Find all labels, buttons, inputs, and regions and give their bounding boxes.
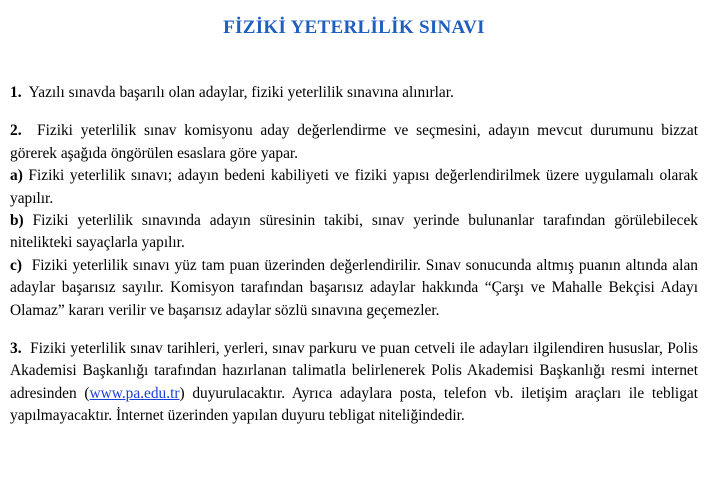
document-title: FİZİKİ YETERLİLİK SINAVI <box>223 17 485 38</box>
subitem-a-text: Fiziki yeterlilik sınavı; adayın bedeni kabiliyeti ve fiziki yapısı değerlendirilmek üzere uygulamalı olarak yapılır. <box>10 167 698 207</box>
item-3 <box>10 338 698 428</box>
item-2-subitem-b <box>10 210 698 255</box>
item-1-number: 1. <box>10 84 22 101</box>
document-page <box>10 0 698 428</box>
item-2-text: Fiziki yeterlilik sınav komisyonu aday değerlendirme ve seçmesini, adayın mevcut durumunu bizzat görerek aşağıda öngörülen esaslara göre yapar. <box>10 122 698 162</box>
item-1-text: Yazılı sınavda başarılı olan adaylar, fiziki yeterlilik sınavına alınırlar. <box>28 84 454 101</box>
item-2-subitem-c <box>10 255 698 322</box>
item-2 <box>10 120 698 322</box>
subitem-c-text: Fiziki yeterlilik sınavı yüz tam puan üzerinden değerlendirilir. Sınav sonucunda altmış puanın altında alan adaylar başarısız sayılır. Komisyon tarafından başarısız adaylar hakkında “Çarşı ve Mahalle Bekçisi Adayı Olamaz” kararı verilir ve başarısız adaylar sözlü sınavına geçemezler. <box>10 256 698 319</box>
subitem-b-letter: b) <box>10 212 24 230</box>
subitem-c-letter: c) <box>10 256 22 274</box>
item-1 <box>10 82 698 104</box>
item-2-number: 2. <box>10 122 22 140</box>
website-link[interactable]: www.pa.edu.tr <box>89 384 180 402</box>
item-3-text-before-link: Fiziki yeterlilik sınav tarihleri, yerleri, sınav parkuru ve puan cetveli ile adayları ilgilendiren hususlar, Polis Akademisi Başkanlığı tarafından hazırlanan talimatla belirlenerek Polis Akademisi Başkanlığı resmi internet adresinden ( <box>10 340 699 402</box>
item-2-intro <box>10 120 698 165</box>
item-3-text-after-link: ) duyurulacaktır. Ayrıca adaylara posta, telefon vb. iletişim araçları ile tebligat yapılmayacaktır. İnternet üzerinden yapılan duyuru tebligat niteliğindedir. <box>10 384 698 425</box>
item-3-number: 3. <box>10 340 22 358</box>
subitem-b-text: Fiziki yeterlilik sınavında adayın süresinin takibi, sınav yerinde bulunanlar tarafından görülebilecek nitelikteki sayaçlarla yapılır. <box>10 212 698 252</box>
item-2-subitem-a <box>10 165 698 210</box>
subitem-a-letter: a) <box>10 167 23 185</box>
